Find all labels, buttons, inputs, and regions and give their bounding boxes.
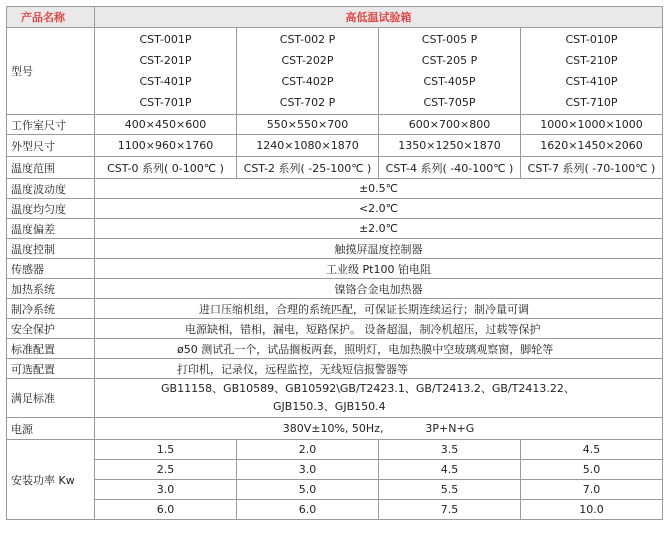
- install-power-value: 6.0: [95, 500, 237, 520]
- spec-row: [7, 279, 663, 299]
- model-label: 型号: [7, 28, 95, 115]
- model-value: CST-010P: [565, 33, 618, 46]
- install-power-value: 1.5: [95, 440, 237, 460]
- spec-row: [7, 359, 663, 379]
- standards-row: [7, 379, 663, 418]
- header-row: [7, 7, 663, 28]
- model-value: CST-202P: [281, 54, 334, 67]
- model-value: CST-005 P: [421, 33, 478, 46]
- spec-label: 标准配置: [7, 339, 95, 359]
- chamber-size-value: 550×550×700: [237, 115, 379, 135]
- model-col-2: [237, 28, 379, 115]
- model-col-3: [379, 28, 521, 115]
- model-value: CST-210P: [565, 54, 618, 67]
- install-power-value: 4.5: [521, 440, 663, 460]
- product-title: 高低温试验箱: [95, 7, 663, 28]
- model-row: [7, 28, 663, 115]
- install-power-value: 3.0: [237, 460, 379, 480]
- outer-size-label: 外型尺寸: [7, 135, 95, 157]
- temp-range-value: CST-7 系列( -70-100℃ ): [521, 157, 663, 179]
- install-power-value: 3.0: [95, 480, 237, 500]
- spec-row: [7, 339, 663, 359]
- chamber-size-row: [7, 115, 663, 135]
- spec-label: 温度均匀度: [7, 199, 95, 219]
- spec-label: 传感器: [7, 259, 95, 279]
- outer-size-value: 1240×1080×1870: [237, 135, 379, 157]
- model-value: CST-702 P: [279, 96, 336, 109]
- model-value: CST-710P: [565, 96, 618, 109]
- spec-value: 进口压缩机组，合理的系统匹配，可保证长期连续运行；制冷量可调: [95, 299, 663, 319]
- model-value: CST-205 P: [421, 54, 478, 67]
- chamber-size-value: 1000×1000×1000: [521, 115, 663, 135]
- spec-value: <2.0℃: [95, 199, 663, 219]
- model-value: CST-402P: [281, 75, 334, 88]
- spec-row: [7, 179, 663, 199]
- spec-label: 可选配置: [7, 359, 95, 379]
- chamber-size-value: 600×700×800: [379, 115, 521, 135]
- model-value: CST-401P: [139, 75, 192, 88]
- spec-row: [7, 319, 663, 339]
- spec-row: [7, 199, 663, 219]
- spec-label: 制冷系统: [7, 299, 95, 319]
- install-power-value: 7.5: [379, 500, 521, 520]
- standards-label: 满足标准: [7, 379, 95, 418]
- install-power-row: [7, 440, 663, 460]
- spec-value: ±2.0℃: [95, 219, 663, 239]
- standards-line: GJB150.3、GJB150.4: [273, 400, 386, 413]
- install-power-value: 3.5: [379, 440, 521, 460]
- outer-size-value: 1350×1250×1870: [379, 135, 521, 157]
- standards-value: [95, 379, 663, 418]
- chamber-size-label: 工作室尺寸: [7, 115, 95, 135]
- spec-label: 加热系统: [7, 279, 95, 299]
- model-value: CST-410P: [565, 75, 618, 88]
- install-power-value: 7.0: [521, 480, 663, 500]
- model-value: CST-705P: [423, 96, 476, 109]
- model-value: CST-405P: [423, 75, 476, 88]
- spec-row: [7, 299, 663, 319]
- temp-range-value: CST-0 系列( 0-100℃ ): [95, 157, 237, 179]
- power-supply-value: 380V±10%, 50Hz, 3P+N+G: [95, 418, 663, 440]
- spec-label: 温度偏差: [7, 219, 95, 239]
- outer-size-value: 1100×960×1760: [95, 135, 237, 157]
- install-power-row: [7, 500, 663, 520]
- spec-row: [7, 259, 663, 279]
- spec-table: [6, 6, 663, 520]
- spec-label: 温度波动度: [7, 179, 95, 199]
- install-power-value: 4.5: [379, 460, 521, 480]
- temp-range-value: CST-2 系列( -25-100℃ ): [237, 157, 379, 179]
- install-power-row: [7, 480, 663, 500]
- model-value: CST-201P: [139, 54, 192, 67]
- spec-label: 温度控制: [7, 239, 95, 259]
- temp-range-label: 温度范围: [7, 157, 95, 179]
- install-power-value: 2.0: [237, 440, 379, 460]
- model-col-1: [95, 28, 237, 115]
- spec-label: 安全保护: [7, 319, 95, 339]
- power-supply-label: 电源: [7, 418, 95, 440]
- spec-value: ±0.5℃: [95, 179, 663, 199]
- model-col-4: [521, 28, 663, 115]
- spec-row: [7, 239, 663, 259]
- install-power-value: 5.0: [521, 460, 663, 480]
- temp-range-value: CST-4 系列( -40-100℃ ): [379, 157, 521, 179]
- install-power-row: [7, 460, 663, 480]
- power-supply-row: [7, 418, 663, 440]
- install-power-value: 2.5: [95, 460, 237, 480]
- product-name-label: 产品名称: [7, 7, 95, 28]
- install-power-value: 5.0: [237, 480, 379, 500]
- install-power-value: 5.5: [379, 480, 521, 500]
- spec-value: ø50 测试孔一个，试品搁板两套，照明灯，电加热膜中空玻璃观察窗，脚轮等: [95, 339, 663, 359]
- outer-size-row: [7, 135, 663, 157]
- spec-value: 镍铬合金电加热器: [95, 279, 663, 299]
- spec-row: [7, 219, 663, 239]
- model-value: CST-002 P: [279, 33, 336, 46]
- outer-size-value: 1620×1450×2060: [521, 135, 663, 157]
- spec-value: 工业级 Pt100 铂电阻: [95, 259, 663, 279]
- spec-value: 打印机，记录仪，远程监控，无线短信报警器等: [95, 359, 663, 379]
- standards-line: GB11158、GB10589、GB10592\GB/T2423.1、GB/T2413.2、GB/T2413.22、: [161, 382, 575, 395]
- temp-range-row: [7, 157, 663, 179]
- model-value: CST-701P: [139, 96, 192, 109]
- install-power-label: 安装功率 Kw: [7, 440, 95, 520]
- install-power-value: 6.0: [237, 500, 379, 520]
- model-value: CST-001P: [139, 33, 192, 46]
- chamber-size-value: 400×450×600: [95, 115, 237, 135]
- spec-value: 电源缺相，错相，漏电，短路保护。 设备超温，制冷机超压，过载等保护: [95, 319, 663, 339]
- spec-value: 触摸屏温度控制器: [95, 239, 663, 259]
- install-power-value: 10.0: [521, 500, 663, 520]
